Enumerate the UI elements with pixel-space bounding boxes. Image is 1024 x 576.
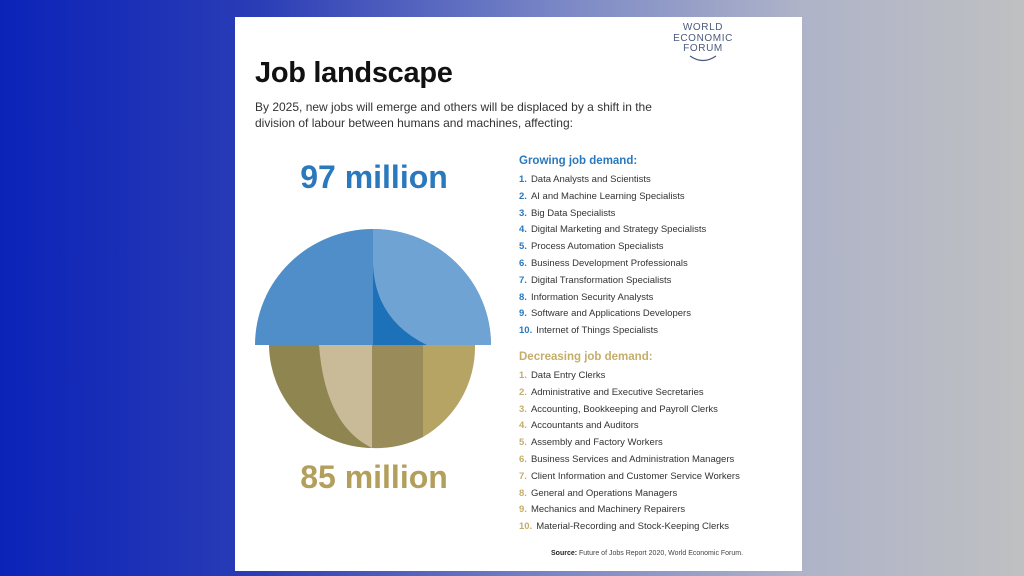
- logo-line-2: ECONOMIC: [673, 32, 733, 44]
- decreasing-total: 85 million: [300, 459, 448, 495]
- source-note: Source: Future of Jobs Report 2020, World Economic Forum.: [551, 550, 744, 557]
- list-item: 4. Accountants and Auditors: [519, 420, 639, 432]
- list-item: 8. Information Security Analysts: [519, 291, 654, 303]
- list-item: 6. Business Services and Administration Managers: [519, 453, 735, 465]
- intro-text: By 2025, new jobs will emerge and others will be displaced by a shift in the division of labour between humans and machines, affecting:: [255, 100, 652, 130]
- list-item: 10. Internet of Things Specialists: [519, 325, 659, 337]
- list-item: 1. Data Entry Clerks: [519, 370, 606, 381]
- logo-line-1: WORLD: [682, 22, 724, 33]
- list-item: 5. Assembly and Factory Workers: [519, 437, 663, 449]
- logo-line-3: FORUM: [683, 43, 723, 54]
- list-item: 3. Big Data Specialists: [519, 207, 616, 219]
- list-item: 5. Process Automation Specialists: [519, 241, 664, 253]
- list-item: 4. Digital Marketing and Strategy Specialists: [519, 224, 707, 236]
- list-item: 9. Software and Applications Developers: [519, 308, 691, 320]
- infographic-card: [235, 17, 802, 571]
- list-item: 2. AI and Machine Learning Specialists: [519, 190, 685, 202]
- list-item: 9. Mechanics and Machinery Repairers: [519, 504, 686, 516]
- growing-jobs-list: [519, 155, 799, 340]
- growing-total: 97 million: [300, 159, 448, 195]
- list-item: 2. Administrative and Executive Secretaries: [519, 386, 704, 398]
- decreasing-heading: Decreasing job demand:: [519, 351, 653, 363]
- list-item: 6. Business Development Professionals: [519, 257, 688, 269]
- decreasing-jobs-list: [519, 351, 799, 536]
- wef-logo: [668, 23, 738, 63]
- page-title: Job landscape: [255, 57, 453, 89]
- list-item: 7. Client Information and Customer Service Workers: [519, 470, 740, 482]
- list-item: 3. Accounting, Bookkeeping and Payroll Clerks: [519, 403, 718, 415]
- list-item: 7. Digital Transformation Specialists: [519, 274, 672, 286]
- list-item: 1. Data Analysts and Scientists: [519, 174, 651, 185]
- logo-arc-icon: [688, 55, 718, 63]
- list-item: 10. Material-Recording and Stock-Keeping Clerks: [519, 521, 729, 533]
- list-item: 8. General and Operations Managers: [519, 487, 678, 499]
- growing-heading: Growing job demand:: [519, 155, 638, 167]
- jobs-split-circle-graphic: [255, 229, 493, 461]
